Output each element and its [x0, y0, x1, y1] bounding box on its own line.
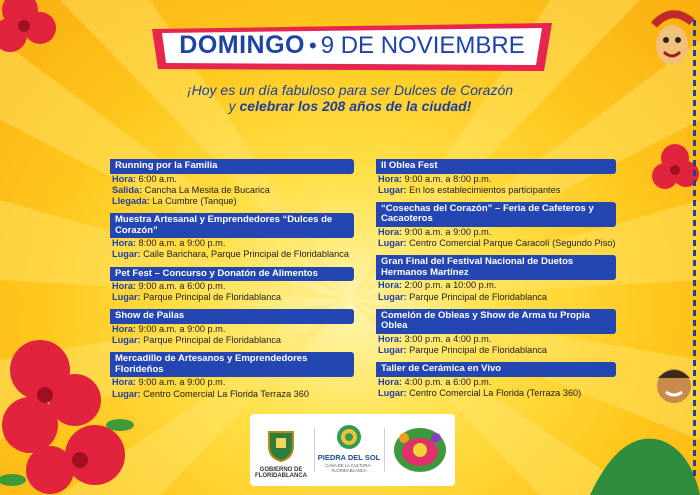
detail-label: Hora:: [112, 173, 136, 184]
detail-label: Lugar:: [112, 388, 141, 399]
detail-value: 6:00 a.m.: [136, 173, 177, 184]
event-item: [110, 352, 354, 399]
event-detail: [110, 281, 354, 292]
festival-logo-icon: [392, 424, 448, 474]
detail-label: Lugar:: [378, 184, 407, 195]
event-item: [376, 159, 616, 196]
detail-value: Parque Principal de Floridablanca: [406, 291, 548, 302]
detail-value: 3:00 p.m. a 4:00 p.m.: [402, 333, 492, 344]
piedra-del-sol-logo: [316, 414, 382, 486]
detail-label: Hora:: [378, 173, 402, 184]
side-ribbon: [693, 20, 696, 480]
logo-divider: [314, 428, 315, 472]
event-detail: [376, 174, 616, 185]
event-detail: [110, 324, 354, 335]
detail-value: 9:00 a.m. a 9:00 p.m.: [136, 377, 226, 388]
event-detail: [110, 238, 354, 249]
detail-value: 8:00 a.m. a 9:00 p.m.: [136, 238, 226, 249]
event-item: [110, 267, 354, 304]
event-detail: [376, 345, 616, 356]
detail-value: 2:00 p.m. a 10:00 p.m.: [402, 280, 497, 291]
event-title: Muestra Artesanal y Emprendedores “Dulces de Corazón”: [110, 213, 354, 238]
gobierno-logo: [250, 414, 312, 486]
detail-label: Lugar:: [112, 249, 141, 260]
detail-label: Lugar:: [378, 387, 407, 398]
hibiscus-flower-icon: [0, 0, 60, 70]
event-title: Gran Final del Festival Nacional de Duetos Hermanos Martínez: [376, 255, 616, 280]
event-item: [376, 255, 616, 302]
detail-value: La Cumbre (Tanque): [149, 195, 237, 206]
banner-day: DOMINGO: [179, 31, 305, 59]
event-title: “Cosechas del Corazón” – Feria de Cafeteros y Cacaoteros: [376, 202, 616, 227]
event-title: Comelón de Obleas y Show de Arma tu Propia Oblea: [376, 309, 616, 334]
event-detail: [376, 388, 616, 399]
detail-label: Hora:: [112, 377, 136, 388]
detail-value: 9:00 a.m. a 8:00 p.m.: [402, 173, 492, 184]
date-banner: [148, 21, 556, 73]
detail-value: Centro Comercial La Florida Terraza 360: [140, 388, 309, 399]
festival-logo: [386, 414, 455, 486]
event-item: [110, 159, 354, 207]
detail-label: Llegada:: [112, 195, 150, 206]
detail-value: Parque Principal de Floridablanca: [140, 335, 282, 346]
event-title: Running por la Familia: [110, 159, 354, 174]
event-detail: [376, 292, 616, 303]
event-detail: [376, 377, 616, 388]
detail-value: 9:00 a.m. a 9:00 p.m.: [402, 226, 492, 237]
detail-value: Cancha La Mesita de Bucarica: [142, 184, 270, 195]
detail-value: 4:00 p.m. a 6:00 p.m.: [402, 376, 492, 387]
event-detail: [110, 249, 354, 260]
detail-label: Hora:: [112, 323, 136, 334]
event-item: [110, 213, 354, 260]
detail-value: Calle Barichara, Parque Principal de Floridablanca: [140, 249, 349, 260]
detail-label: Hora:: [112, 281, 136, 292]
piedra-title: PIEDRA DEL SOL: [317, 453, 381, 462]
detail-label: Hora:: [378, 280, 402, 291]
gobierno-label: GOBIERNO DE FLORIDABLANCA: [255, 466, 307, 480]
event-detail: [376, 238, 616, 249]
detail-label: Lugar:: [378, 291, 407, 302]
event-detail: [110, 335, 354, 346]
events-left-column: [110, 159, 354, 406]
tagline-line-2: [140, 98, 560, 114]
detail-label: Lugar:: [378, 344, 407, 355]
event-title: Mercadillo de Artesanos y Emprendedores Florideños: [110, 352, 354, 377]
event-detail: [110, 377, 354, 388]
banner-separator: •: [308, 33, 317, 58]
detail-value: Parque Principal de Floridablanca: [140, 292, 282, 303]
event-detail: [110, 292, 354, 303]
detail-label: Lugar:: [378, 238, 407, 249]
event-title: Taller de Cerámica en Vivo: [376, 362, 616, 377]
event-item: [376, 362, 616, 399]
green-hill-decoration: [590, 420, 700, 495]
event-detail: [376, 334, 616, 345]
event-detail: [376, 185, 616, 196]
piedra-subtitle: CASA DE LA CULTURA · FLORIDABLANCA: [325, 463, 373, 473]
detail-label: Hora:: [378, 226, 402, 237]
tagline-line-1: ¡Hoy es un día fabuloso para ser Dulces de Corazón: [186, 82, 514, 98]
tagline-prefix: y: [228, 98, 240, 114]
event-item: [376, 309, 616, 356]
event-detail: [376, 280, 616, 291]
detail-label: Hora:: [378, 333, 402, 344]
event-item: [376, 202, 616, 249]
sponsor-logos: [250, 414, 455, 486]
detail-value: Centro Comercial La Florida (Terraza 360): [406, 387, 582, 398]
event-detail: [110, 196, 354, 207]
coat-of-arms-icon: [266, 428, 296, 462]
detail-value: En los establecimientos participantes: [406, 184, 561, 195]
tagline-bold: celebrar los 208 años de la ciudad!: [239, 98, 472, 114]
detail-value: 9:00 a.m. a 6:00 p.m.: [136, 281, 226, 292]
event-item: [110, 309, 354, 346]
detail-label: Hora:: [378, 376, 402, 387]
banner-date: 9 DE NOVIEMBRE: [320, 32, 525, 59]
detail-value: Centro Comercial Parque Caracolí (Segundo Piso): [406, 238, 616, 249]
detail-label: Hora:: [112, 238, 136, 249]
event-detail: [110, 389, 354, 400]
logo-divider: [384, 428, 385, 472]
event-title: Show de Pailas: [110, 309, 354, 324]
event-detail: [110, 174, 354, 185]
sun-spiral-icon: [336, 424, 362, 450]
events-right-column: [376, 159, 616, 405]
tagline: [140, 82, 560, 114]
detail-value: 9:00 a.m. a 9:00 p.m.: [136, 323, 226, 334]
detail-label: Lugar:: [112, 335, 141, 346]
mask-icon: [640, 0, 700, 70]
event-detail: [110, 185, 354, 196]
smiling-face-icon: [650, 360, 698, 408]
detail-value: Parque Principal de Floridablanca: [406, 344, 548, 355]
event-detail: [376, 227, 616, 238]
event-title: II Oblea Fest: [376, 159, 616, 174]
event-title: Pet Fest – Concurso y Donatón de Alimentos: [110, 267, 354, 282]
detail-label: Lugar:: [112, 292, 141, 303]
detail-label: Salida:: [112, 184, 143, 195]
